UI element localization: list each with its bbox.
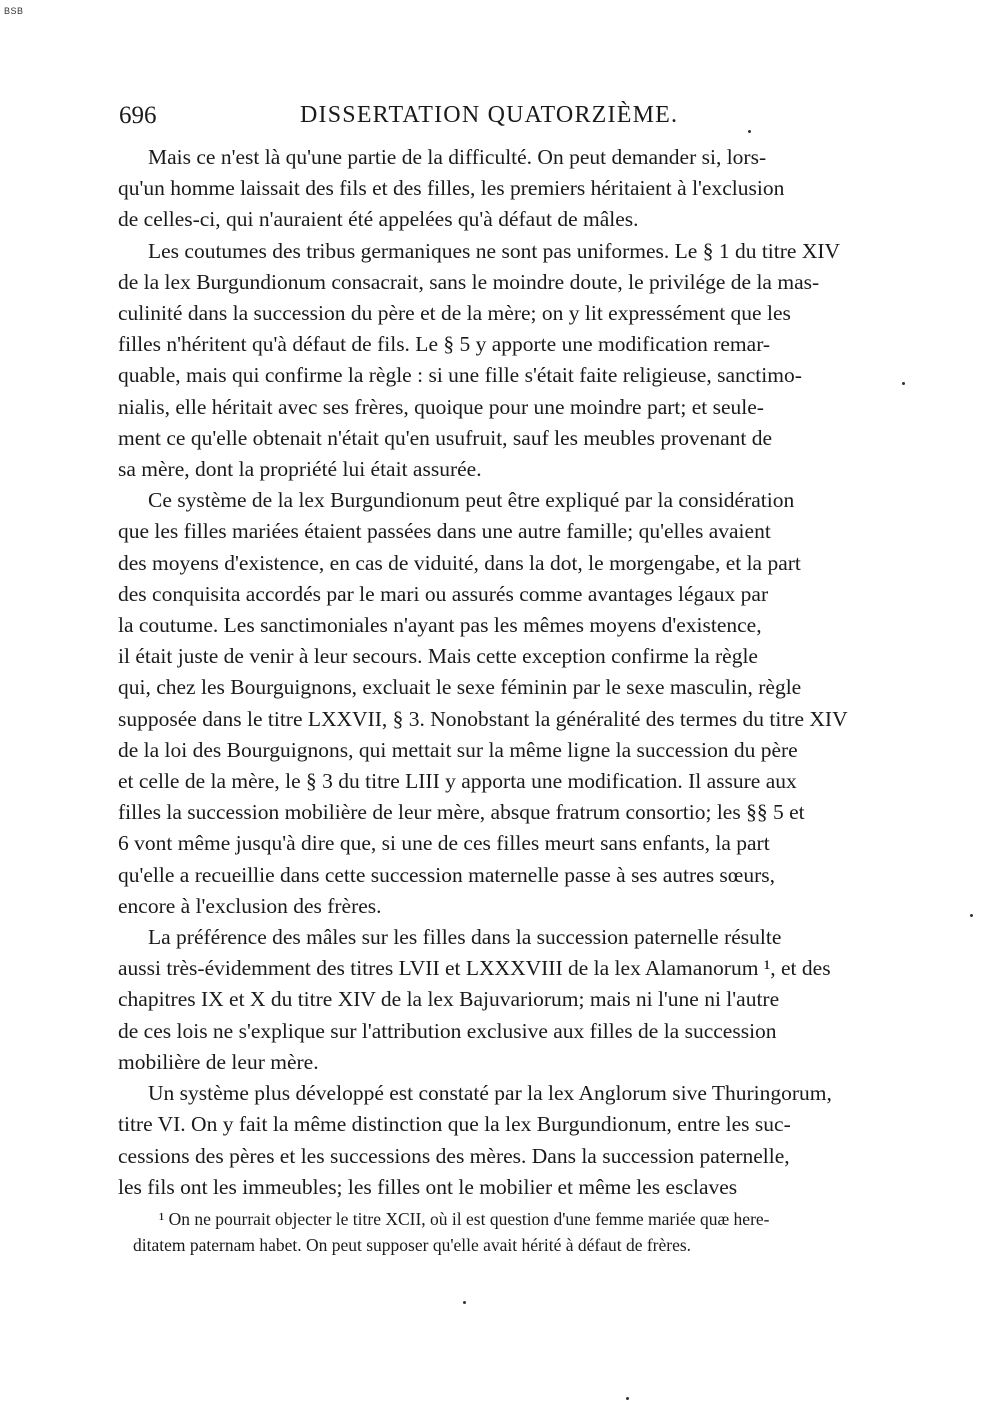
text-line: sa mère, dont la propriété lui était assurée. (118, 457, 482, 482)
scan-speck (748, 130, 751, 133)
text-line: nialis, elle héritait avec ses frères, quoique pour une moindre part; et seule- (118, 394, 764, 419)
text-line: aussi très-évidemment des titres LVII et LXXXVIII de la lex Alamanorum ¹, et des (118, 956, 831, 981)
text-line: mobilière de leur mère. (118, 1049, 319, 1074)
text-line: de ces lois ne s'explique sur l'attribution exclusive aux filles de la succession (118, 1018, 777, 1043)
body-text (118, 142, 873, 1203)
scan-speck (463, 1301, 466, 1304)
page-number: 696 (119, 102, 157, 129)
text-line: La préférence des mâles sur les filles dans la succession paternelle résulte (148, 925, 782, 950)
text-line: ment ce qu'elle obtenait n'était qu'en usufruit, sauf les meubles provenant de (118, 425, 773, 450)
footnote-line: ¹ On ne pourrait objecter le titre XCII, où il est question d'une femme mariée quæ here- (159, 1209, 770, 1229)
text-line: des moyens d'existence, en cas de viduité, dans la dot, le morgengabe, et la part (118, 550, 801, 575)
text-line: des conquisita accordés par le mari ou assurés comme avantages légaux par (118, 581, 769, 606)
text-line: que les filles mariées étaient passées dans une autre famille; qu'elles avaient (118, 519, 771, 544)
text-line: chapitres IX et X du titre XIV de la lex Bajuvariorum; mais ni l'une ni l'autre (118, 987, 780, 1012)
text-line: il était juste de venir à leur secours. Mais cette exception confirme la règle (118, 644, 758, 669)
text-line: de la loi des Bourguignons, qui mettait sur la même ligne la succession du père (118, 737, 798, 762)
scan-speck (626, 1397, 629, 1400)
text-line: Un système plus développé est constaté par la lex Anglorum sive Thuringorum, (148, 1081, 832, 1106)
text-line: cessions des pères et les successions des mères. Dans la succession paternelle, (118, 1143, 790, 1168)
text-line: encore à l'exclusion des frères. (118, 893, 382, 918)
paragraph (118, 922, 873, 1078)
text-line: titre VI. On y fait la même distinction que la lex Burgundionum, entre les suc- (118, 1112, 791, 1137)
text-line: Les coutumes des tribus germaniques ne sont pas uniformes. Le § 1 du titre XIV (148, 238, 841, 263)
scan-speck (970, 914, 973, 917)
paragraph (118, 142, 873, 236)
library-stamp: BSB (4, 6, 24, 16)
text-line: de celles-ci, qui n'auraient été appelées qu'à défaut de mâles. (118, 207, 639, 232)
text-line: Ce système de la lex Burgundionum peut être expliqué par la considération (148, 488, 795, 513)
footnote (133, 1206, 873, 1258)
paragraph (118, 236, 873, 486)
text-line: filles la succession mobilière de leur mère, absque fratrum consortio; les §§ 5 et (118, 800, 805, 825)
text-line: supposée dans le titre LXXVII, § 3. Nonobstant la généralité des termes du titre XIV (118, 706, 848, 731)
paragraph (118, 1078, 873, 1203)
text-line: qui, chez les Bourguignons, excluait le sexe féminin par le sexe masculin, règle (118, 675, 802, 700)
text-line: qu'elle a recueillie dans cette succession maternelle passe à ses autres sœurs, (118, 862, 775, 887)
text-line: et celle de la mère, le § 3 du titre LIII y apporta une modification. Il assure aux (118, 769, 797, 794)
paragraph (118, 485, 873, 922)
text-line: culinité dans la succession du père et de la mère; on y lit expressément que les (118, 301, 791, 326)
text-line: Mais ce n'est là qu'une partie de la difficulté. On peut demander si, lors- (148, 145, 767, 169)
text-line: de la lex Burgundionum consacrait, sans le moindre doute, le privilége de la mas- (118, 269, 820, 294)
text-line: 6 vont même jusqu'à dire que, si une de ces filles meurt sans enfants, la part (118, 831, 770, 856)
text-line: filles n'héritent qu'à défaut de fils. Le § 5 y apporte une modification remar- (118, 332, 771, 357)
text-line: quable, mais qui confirme la règle : si une fille s'était faite religieuse, sanctimo- (118, 363, 802, 388)
scan-speck (902, 382, 905, 385)
footnote-line: ditatem paternam habet. On peut supposer qu'elle avait hérité à défaut de frères. (133, 1235, 692, 1255)
text-line: les fils ont les immeubles; les filles ont le mobilier et même les esclaves (118, 1174, 738, 1199)
text-line: la coutume. Les sanctimoniales n'ayant pas les mêmes moyens d'existence, (118, 613, 762, 638)
running-title: DISSERTATION QUATORZIÈME. (300, 102, 679, 128)
text-line: qu'un homme laissait des fils et des filles, les premiers héritaient à l'exclusion (118, 176, 785, 201)
